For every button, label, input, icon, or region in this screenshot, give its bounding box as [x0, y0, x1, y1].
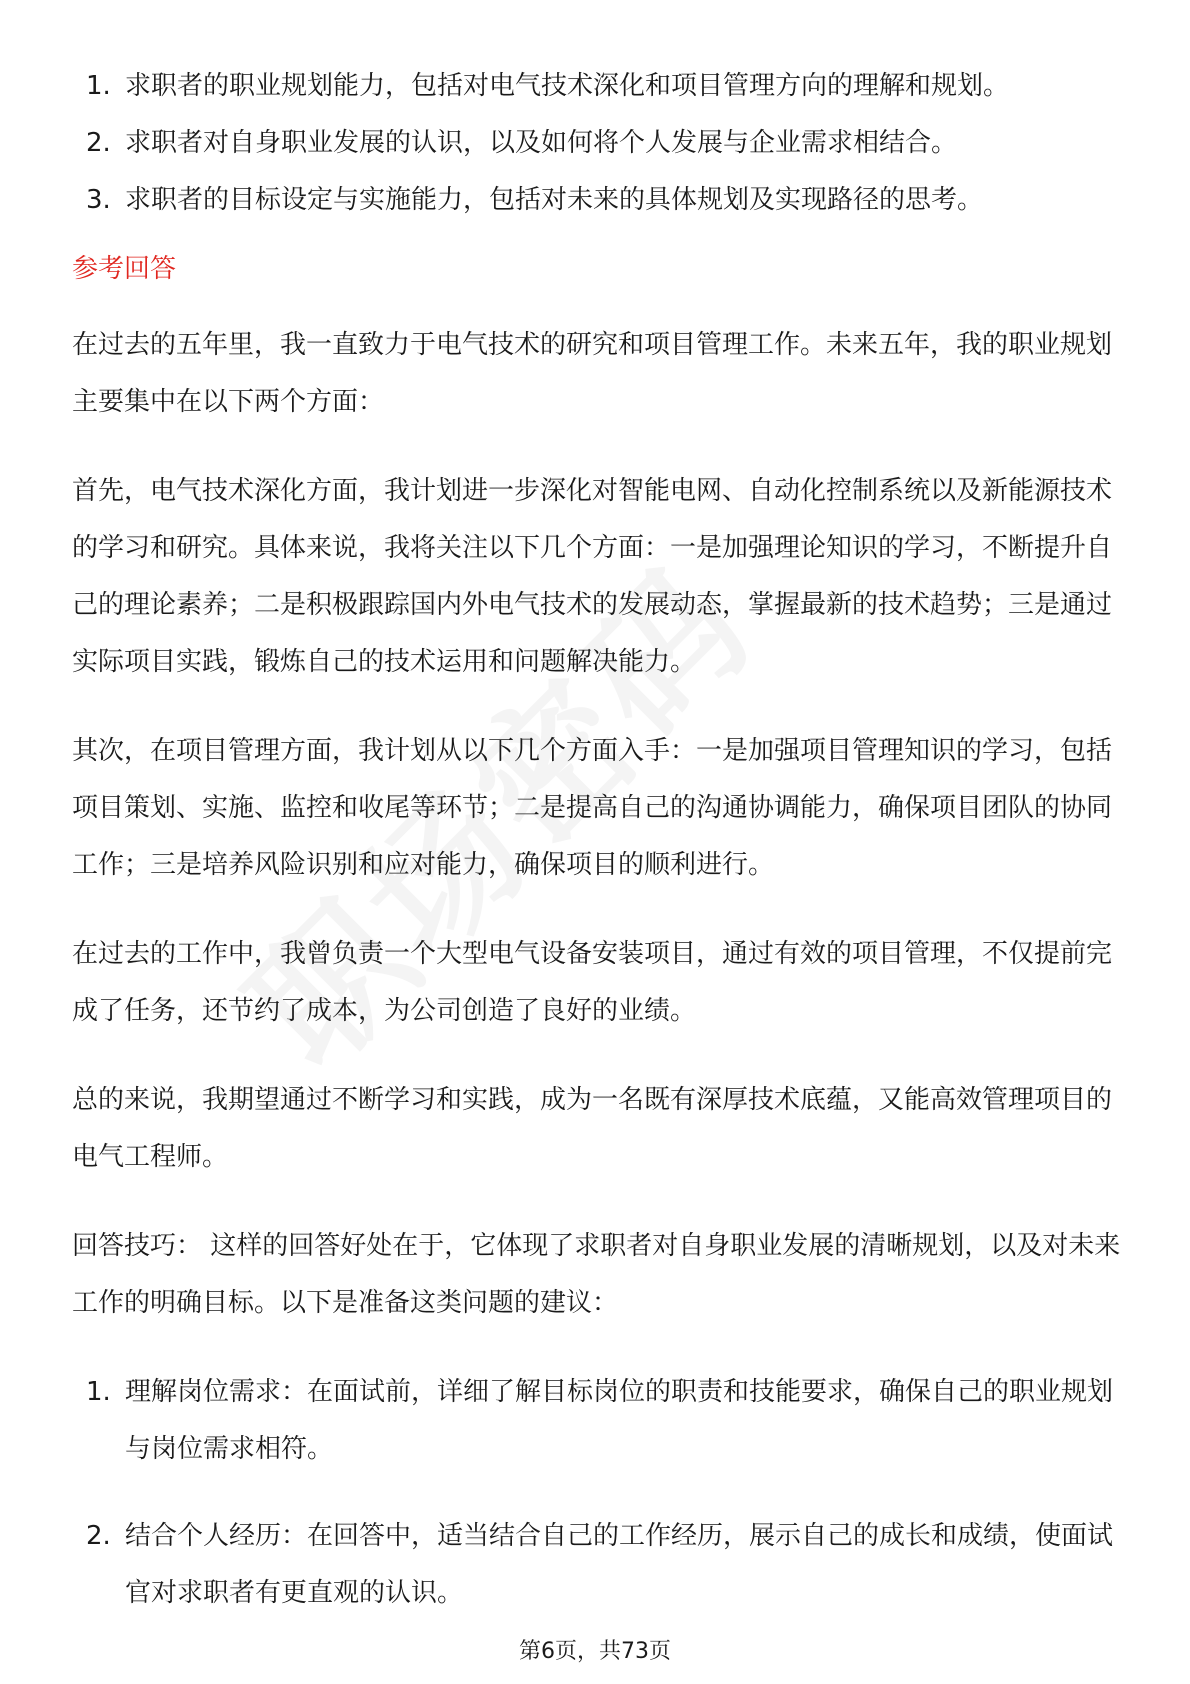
paragraph: 首先，电气技术深化方面，我计划进一步深化对智能电网、自动化控制系统以及新能源技术的学习和研究。具体来说，我将关注以下几个方面：一是加强理论知识的学习，不断提升自己的理论素养；二是积极跟踪国内外电气技术的发展动态，掌握最新的技术趋势；三是通过实际项目实践，锻炼自己的技术运用和问题解决能力。 — [72, 476, 1113, 677]
paragraph: 在过去的五年里，我一直致力于电气技术的研究和项目管理工作。未来五年，我的职业规划主要集中在以下两个方面： — [72, 330, 1113, 417]
tips-list — [72, 1364, 1122, 1622]
intent-list — [72, 58, 1122, 229]
page-number: 第6页，共73页 — [519, 1639, 671, 1664]
list-number: 2. — [86, 1521, 111, 1551]
list-item — [72, 1364, 1122, 1478]
list-text: 求职者的职业规划能力，包括对电气技术深化和项目管理方向的理解和规划。 — [125, 71, 1010, 101]
paragraph: 在过去的工作中，我曾负责一个大型电气设备安装项目，通过有效的项目管理，不仅提前完成了任务，还节约了成本，为公司创造了良好的业绩。 — [72, 939, 1113, 1026]
paragraph: 回答技巧： 这样的回答好处在于，它体现了求职者对自身职业发展的清晰规划，以及对未来工作的明确目标。以下是准备这类问题的建议： — [72, 1231, 1121, 1318]
list-number: 2. — [86, 128, 111, 158]
list-item — [72, 115, 1122, 172]
list-item — [72, 58, 1122, 115]
section-title: 参考回答 — [72, 254, 177, 284]
document-body — [72, 58, 1122, 1652]
paragraph: 总的来说，我期望通过不断学习和实践，成为一名既有深厚技术底蕴，又能高效管理项目的电气工程师。 — [72, 1085, 1113, 1172]
list-item — [72, 172, 1122, 229]
paragraph: 其次，在项目管理方面，我计划从以下几个方面入手：一是加强项目管理知识的学习，包括项目策划、实施、监控和收尾等环节；二是提高自己的沟通协调能力，确保项目团队的协同工作；三是培养风险识别和应对能力，确保项目的顺利进行。 — [72, 736, 1113, 880]
list-text: 求职者对自身职业发展的认识，以及如何将个人发展与企业需求相结合。 — [125, 128, 958, 158]
list-item — [72, 1508, 1122, 1622]
list-number: 3. — [86, 185, 111, 215]
list-text: 理解岗位需求：在面试前，详细了解目标岗位的职责和技能要求，确保自己的职业规划与岗位需求相符。 — [125, 1377, 1114, 1464]
list-text: 求职者的目标设定与实施能力，包括对未来的具体规划及实现路径的思考。 — [125, 185, 984, 215]
list-number: 1. — [86, 1377, 111, 1407]
list-text: 结合个人经历：在回答中，适当结合自己的工作经历，展示自己的成长和成绩，使面试官对求职者有更直观的认识。 — [125, 1521, 1114, 1608]
list-number: 1. — [86, 71, 111, 101]
